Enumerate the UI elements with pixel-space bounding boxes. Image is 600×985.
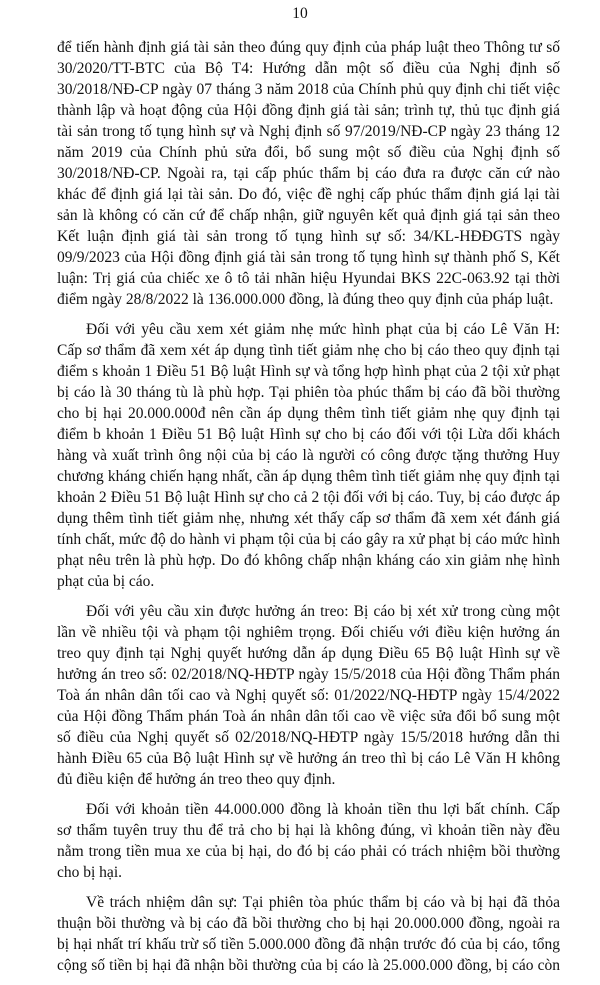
text-line: phạt nêu trên là phù hợp. Do đó không chấp nhận kháng cáo xin giảm nhẹ hình [57,552,560,569]
text-line: cho bị hại 20.000.000đ nên cần áp dụng thêm tình tiết giảm nhẹ quy định tại [57,405,560,422]
text-line: điểm b khoản 1 Điều 51 Bộ luật Hình sự cho bị cáo đối với tội Lừa dối khách [57,426,560,443]
text-line: khác để định giá lại tài sản. Do đó, việc đề nghị cấp phúc thẩm định giá lại tài [57,186,560,203]
text-line: tài sản trong tố tụng hình sự và Nghị định số 97/2019/NĐ-CP ngày 23 tháng 12 [57,123,560,140]
text-line: Đối với khoản tiền 44.000.000 đồng là khoản tiền thu lợi bất chính. Cấp [86,801,560,818]
text-line: lần về nhiều tội và phạm tội nghiêm trọng. Đối chiếu với điều kiện hưởng án [57,624,560,641]
text-line: để tiến hành định giá tài sản theo đúng quy định của pháp luật theo Thông tư số [57,39,560,56]
document-body [57,37,560,985]
text-line: treo quy định tại Nghị quyết hướng dẫn áp dụng Điều 65 Bộ luật Hình sự về [57,645,560,662]
text-line: số điều của Nghị quyết số 02/2018/NQ-HĐTP ngày 15/5/2018 hướng dẫn thi [57,729,560,746]
text-line: Cấp sơ thẩm đã xem xét áp dụng tình tiết giảm nhẹ cho bị cáo theo quy định tại [57,342,560,359]
text-line: khoản 2 Điều 51 Bộ luật Hình sự cho cả 2 tội đối với bị cáo. Tuy, bị cáo được áp [57,489,560,506]
text-line: bị hại nhất trí khấu trừ số tiền 5.000.000 đồng đã nhận trước đó của bị cáo, tổng [57,936,560,953]
text-line: thuận bồi thường và bị cáo đã bồi thường cho bị hại 20.000.000 đồng, ngoài ra [57,915,560,932]
text-line: điểm s khoản 1 Điều 51 Bộ luật Hình sự và tổng hợp hình phạt của 2 tội xử phạt [57,363,560,380]
text-line: 30/2020/TT-BTC của Bộ T4: Hướng dẫn một số điều của Nghị định số [57,60,560,77]
text-line: sơ thẩm tuyên truy thu để trả cho bị hại là không đúng, vì khoản tiền này đều [57,822,560,839]
paragraph-valuation [57,37,560,310]
text-line: dụng thêm tình tiết giảm nhẹ, nhưng xét thấy cấp sơ thẩm đã xem xét đánh giá [57,510,560,527]
text-line: của Hội đồng Thẩm phán Toà án nhân dân tối cao về việc sửa đổi bổ sung một [57,708,560,725]
text-line: Về trách nhiệm dân sự: Tại phiên tòa phúc thẩm bị cáo và bị hại đã thỏa [86,894,560,911]
paragraph-civil-liability [57,892,560,976]
text-line: cộng số tiền bị hại đã nhận bồi thường của bị cáo là 25.000.000 đồng, bị cáo còn [57,957,560,974]
text-line: tính chất, mức độ do hành vi phạm tội của bị cáo gây ra xử phạt bị cáo mức hình [57,531,560,548]
text-line: 09/9/2023 của Hội đồng định giá tài sản trong tố tụng hình sự thành phố S, Kết [57,249,560,266]
text-line: bị cáo là 30 tháng tù là phù hợp. Tại phiên tòa phúc thẩm bị cáo đã bồi thường [57,384,560,401]
text-line: Đối với yêu cầu xin được hưởng án treo: Bị cáo bị xét xử trong cùng một [86,603,560,620]
paragraph-illicit-profit [57,799,560,883]
text-line: Đối với yêu cầu xem xét giảm nhẹ mức hình phạt của bị cáo Lê Văn H: [86,321,560,338]
page-number: 10 [292,5,308,22]
text-line: chương kháng chiến hạng nhất, cần áp dụng thêm tình tiết giảm nhẹ quy định tại [57,468,560,485]
paragraph-sentence-reduction [57,319,560,592]
text-line: Kết luận định giá tài sản trong tố tụng hình sự số: 34/KL-HĐĐGTS ngày [57,228,560,245]
text-line: hưởng án treo số: 02/2018/NQ-HĐTP ngày 15/5/2018 của Hội đồng Thẩm phán [57,666,560,683]
text-line: nằm trong tiền mua xe của bị hại, do đó bị cáo phải có trách nhiệm bồi thường [57,843,560,860]
text-line: cho bị hại. [57,864,122,881]
text-line: phạt của bị cáo. [57,573,155,590]
text-line: thành lập và hoạt động của Hội đồng định giá tài sản; trình tự, thủ tục định giá [57,102,560,119]
text-line: năm 2019 của Chính phủ sửa đổi, bổ sung một số điều của Nghị định số [57,144,560,161]
text-line: điểm ngày 28/8/2022 là 136.000.000 đồng, là đúng theo quy định của pháp luật. [57,291,554,308]
paragraph-suspended-sentence [57,601,560,790]
text-line: hành Điều 65 của Bộ luật Hình sự về hưởng án treo thì bị cáo Lê Văn H không [57,750,560,767]
text-line: sản là không có căn cứ để chấp nhận, giữ nguyên kết quả định giá tại sản theo [57,207,560,224]
text-line: đủ điều kiện để hưởng án treo theo quy định. [57,771,336,788]
text-line: Toà án nhân dân tối cao và Nghị quyết số: 01/2022/NQ-HĐTP ngày 15/4/2022 [57,687,560,704]
text-line: 30/2018/NĐ-CP ngày 07 tháng 3 năm 2018 của Chính phủ quy định chi tiết việc [57,81,560,98]
text-line: 30/2018/NĐ-CP. Ngoài ra, tại cấp phúc thẩm bị cáo đưa ra được căn cứ nào [57,165,560,182]
text-line: hàng và xuất trình ông nội của bị cáo là người có công được tặng thưởng Huy [57,447,560,464]
text-line: luận: Trị giá của chiếc xe ô tô tải nhãn hiệu Hyundai BKS 22C-063.92 tại thời [57,270,560,287]
